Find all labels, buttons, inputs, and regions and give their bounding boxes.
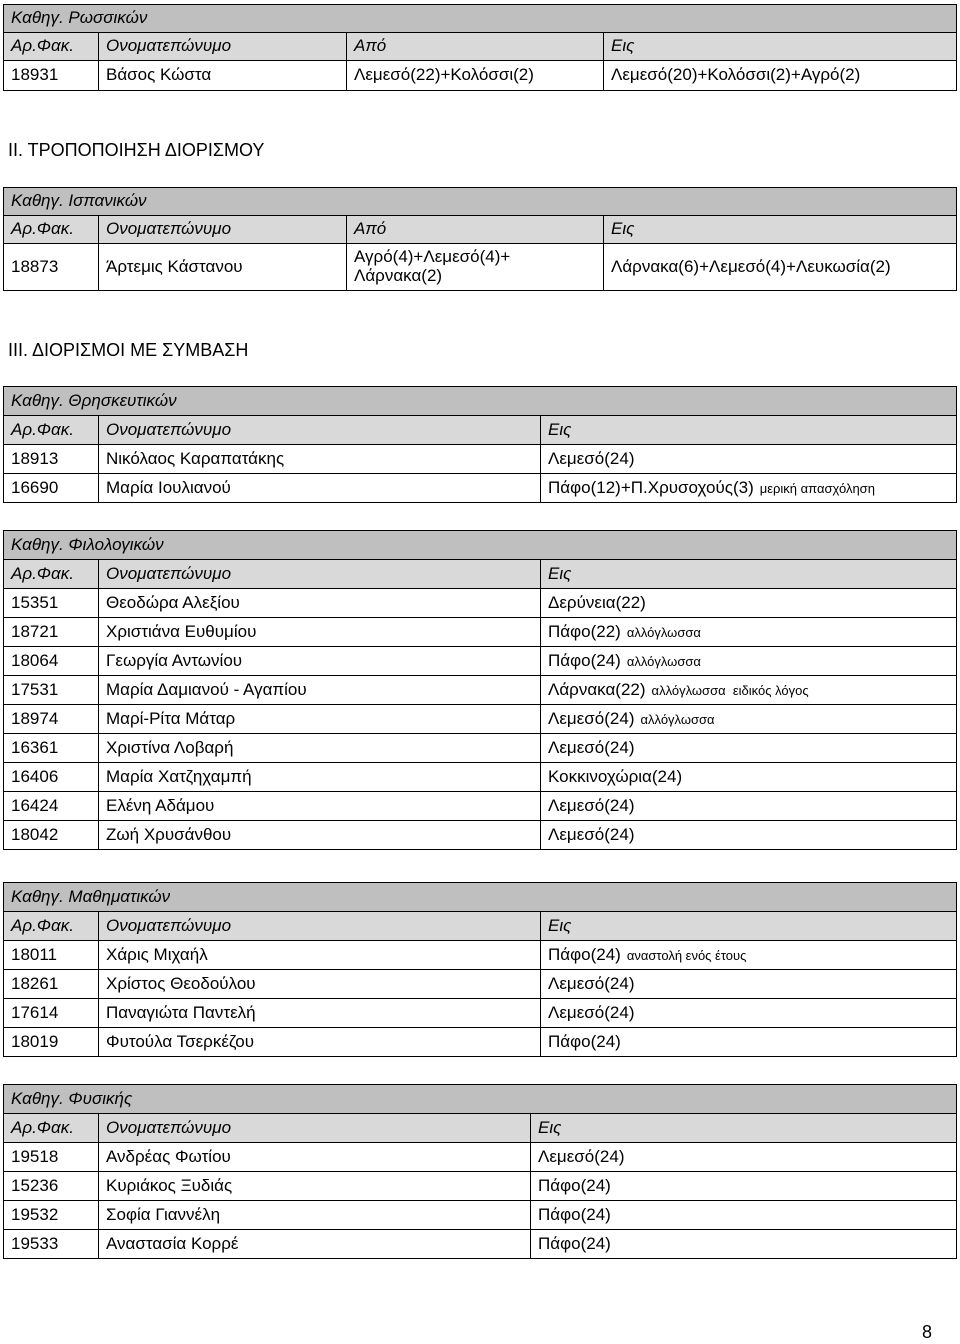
file-number: 18261 xyxy=(4,970,99,999)
table-row xyxy=(4,970,957,999)
file-number: 18019 xyxy=(4,1028,99,1057)
file-number: 18974 xyxy=(4,705,99,734)
col-header-name: Ονοματεπώνυμο xyxy=(99,560,541,589)
file-number: 18011 xyxy=(4,941,99,970)
col-header-to: Εις xyxy=(541,560,957,589)
to-text: Λεμεσό(24) xyxy=(548,973,635,993)
table-row xyxy=(4,618,957,647)
category-title: Καθηγ. Φιλολογικών xyxy=(4,531,957,560)
to-value xyxy=(541,474,957,503)
table-row xyxy=(4,474,957,503)
to-value xyxy=(541,734,957,763)
full-name: Χριστίνα Λοβαρή xyxy=(99,734,541,763)
col-header-id: Αρ.Φακ. xyxy=(4,1114,99,1143)
full-name: Παναγιώτα Παντελή xyxy=(99,999,541,1028)
to-value xyxy=(541,763,957,792)
to-text: Πάφο(24) xyxy=(548,944,621,964)
file-number: 15351 xyxy=(4,589,99,618)
to-text: Λεμεσό(24) xyxy=(548,1002,635,1022)
col-header-to: Εις xyxy=(531,1114,957,1143)
table-row xyxy=(4,676,957,705)
to-text: Δερύνεια(22) xyxy=(548,592,646,612)
from-value: Λεμεσό(22)+Κολόσσι(2) xyxy=(347,61,604,91)
to-text: Λεμεσό(24) xyxy=(548,708,635,728)
category-title: Καθηγ. Ρωσσικών xyxy=(4,5,957,33)
to-value xyxy=(541,647,957,676)
col-header-to: Εις xyxy=(541,912,957,941)
to-text: Πάφο(22) xyxy=(548,621,621,641)
table-row xyxy=(4,999,957,1028)
to-value xyxy=(541,589,957,618)
table-row xyxy=(4,941,957,970)
note-text: αλλόγλωσσα xyxy=(626,653,701,669)
col-header-name: Ονοματεπώνυμο xyxy=(99,1114,531,1143)
to-text: Λεμεσό(24) xyxy=(548,448,635,468)
table-row xyxy=(4,1028,957,1057)
table-row xyxy=(4,763,957,792)
to-value: Πάφο(24) xyxy=(531,1172,957,1201)
file-number: 16690 xyxy=(4,474,99,503)
col-header-to: Εις xyxy=(604,216,957,244)
file-number: 17531 xyxy=(4,676,99,705)
full-name: Μαρία Δαμιανού - Αγαπίου xyxy=(99,676,541,705)
col-header-name: Ονοματεπώνυμο xyxy=(99,912,541,941)
to-value: Πάφο(24) xyxy=(531,1201,957,1230)
file-number: 18931 xyxy=(4,61,99,91)
col-header-name: Ονοματεπώνυμο xyxy=(99,216,347,244)
col-header-id: Αρ.Φακ. xyxy=(4,416,99,445)
table-row xyxy=(4,1230,957,1259)
table-philology xyxy=(3,530,957,850)
col-header-name: Ονοματεπώνυμο xyxy=(99,416,541,445)
file-number: 19518 xyxy=(4,1143,99,1172)
col-header-to: Εις xyxy=(604,33,957,61)
to-value xyxy=(541,821,957,850)
to-value xyxy=(541,618,957,647)
table-row xyxy=(4,821,957,850)
col-header-to: Εις xyxy=(541,416,957,445)
to-text: Πάφο(24) xyxy=(548,1031,621,1051)
category-title: Καθηγ. Φυσικής xyxy=(4,1085,957,1114)
category-title: Καθηγ. Ισπανικών xyxy=(4,188,957,216)
col-header-from: Από xyxy=(347,33,604,61)
to-value xyxy=(541,1028,957,1057)
full-name: Χρίστος Θεοδούλου xyxy=(99,970,541,999)
file-number: 16424 xyxy=(4,792,99,821)
table-row xyxy=(4,244,957,291)
note-text: αναστολή ενός έτους xyxy=(626,947,747,963)
to-text: Λεμεσό(24) xyxy=(548,795,635,815)
to-value xyxy=(541,445,957,474)
col-header-id: Αρ.Φακ. xyxy=(4,216,99,244)
full-name: Βάσος Κώστα xyxy=(99,61,347,91)
to-text: Λεμεσό(24) xyxy=(548,737,635,757)
full-name: Χριστιάνα Ευθυμίου xyxy=(99,618,541,647)
full-name: Μαρία Χατζηχαμπή xyxy=(99,763,541,792)
file-number: 15236 xyxy=(4,1172,99,1201)
full-name: Αναστασία Κορρέ xyxy=(99,1230,531,1259)
table-religious xyxy=(3,386,957,503)
table-row xyxy=(4,445,957,474)
to-value: Λεμεσό(20)+Κολόσσι(2)+Αγρό(2) xyxy=(604,61,957,91)
to-text: Κοκκινοχώρια(24) xyxy=(548,766,683,786)
file-number: 18064 xyxy=(4,647,99,676)
full-name: Σοφία Γιαννέλη xyxy=(99,1201,531,1230)
full-name: Θεοδώρα Αλεξίου xyxy=(99,589,541,618)
section-heading-contract: ΙΙΙ. ΔΙΟΡΙΣΜΟΙ ΜΕ ΣΥΜΒΑΣΗ xyxy=(8,340,249,360)
to-value: Λάρνακα(6)+Λεμεσό(4)+Λευκωσία(2) xyxy=(604,244,957,291)
table-row xyxy=(4,589,957,618)
full-name: Φυτούλα Τσερκέζου xyxy=(99,1028,541,1057)
col-header-id: Αρ.Φακ. xyxy=(4,912,99,941)
to-text: Λεμεσό(24) xyxy=(548,824,635,844)
to-text: Πάφο(24) xyxy=(548,650,621,670)
to-value xyxy=(541,999,957,1028)
table-row xyxy=(4,792,957,821)
full-name: Μαρί-Ρίτα Μάταρ xyxy=(99,705,541,734)
table-russian xyxy=(3,4,957,91)
col-header-id: Αρ.Φακ. xyxy=(4,33,99,61)
file-number: 18721 xyxy=(4,618,99,647)
full-name: Χάρις Μιχαήλ xyxy=(99,941,541,970)
to-value: Λεμεσό(24) xyxy=(531,1143,957,1172)
to-value xyxy=(541,705,957,734)
note-text: αλλόγλωσσα xyxy=(640,711,715,727)
file-number: 16361 xyxy=(4,734,99,763)
from-line-2: Λάρνακα(2) xyxy=(354,266,443,285)
file-number: 18873 xyxy=(4,244,99,291)
to-value xyxy=(541,970,957,999)
col-header-id: Αρ.Φακ. xyxy=(4,560,99,589)
note-text: μερική απασχόληση xyxy=(759,480,875,496)
table-row xyxy=(4,61,957,91)
full-name: Κυριάκος Ξυδιάς xyxy=(99,1172,531,1201)
to-text: Λάρνακα(22) xyxy=(548,679,646,699)
col-header-from: Από xyxy=(347,216,604,244)
category-title: Καθηγ. Θρησκευτικών xyxy=(4,387,957,416)
table-row xyxy=(4,1143,957,1172)
note-text: αλλόγλωσσα ειδικός λόγος xyxy=(651,682,809,698)
table-spanish xyxy=(3,187,957,291)
table-physics xyxy=(3,1084,957,1259)
full-name: Μαρία Ιουλιανού xyxy=(99,474,541,503)
note-text: αλλόγλωσσα xyxy=(626,624,701,640)
to-value xyxy=(541,792,957,821)
full-name: Ζωή Χρυσάνθου xyxy=(99,821,541,850)
file-number: 17614 xyxy=(4,999,99,1028)
category-title: Καθηγ. Μαθηματικών xyxy=(4,883,957,912)
table-mathematics xyxy=(3,882,957,1057)
col-header-name: Ονοματεπώνυμο xyxy=(99,33,347,61)
to-value xyxy=(541,941,957,970)
table-row xyxy=(4,734,957,763)
full-name: Γεωργία Αντωνίου xyxy=(99,647,541,676)
page-number: 8 xyxy=(921,1322,932,1342)
file-number: 16406 xyxy=(4,763,99,792)
file-number: 18913 xyxy=(4,445,99,474)
full-name: Άρτεμις Κάστανου xyxy=(99,244,347,291)
to-text: Πάφο(12)+Π.Χρυσοχούς(3) xyxy=(548,477,754,497)
full-name: Ελένη Αδάμου xyxy=(99,792,541,821)
table-row xyxy=(4,1201,957,1230)
file-number: 19533 xyxy=(4,1230,99,1259)
full-name: Ανδρέας Φωτίου xyxy=(99,1143,531,1172)
to-value xyxy=(541,676,957,705)
file-number: 18042 xyxy=(4,821,99,850)
table-row xyxy=(4,705,957,734)
file-number: 19532 xyxy=(4,1201,99,1230)
from-value xyxy=(347,244,604,291)
to-value: Πάφο(24) xyxy=(531,1230,957,1259)
table-row xyxy=(4,1172,957,1201)
full-name: Νικόλαος Καραπατάκης xyxy=(99,445,541,474)
section-heading-amendment: ΙΙ. ΤΡΟΠΟΠΟΙΗΣΗ ΔΙΟΡΙΣΜΟΥ xyxy=(8,140,265,160)
from-line-1: Αγρό(4)+Λεμεσό(4)+ xyxy=(354,247,511,267)
table-row xyxy=(4,647,957,676)
